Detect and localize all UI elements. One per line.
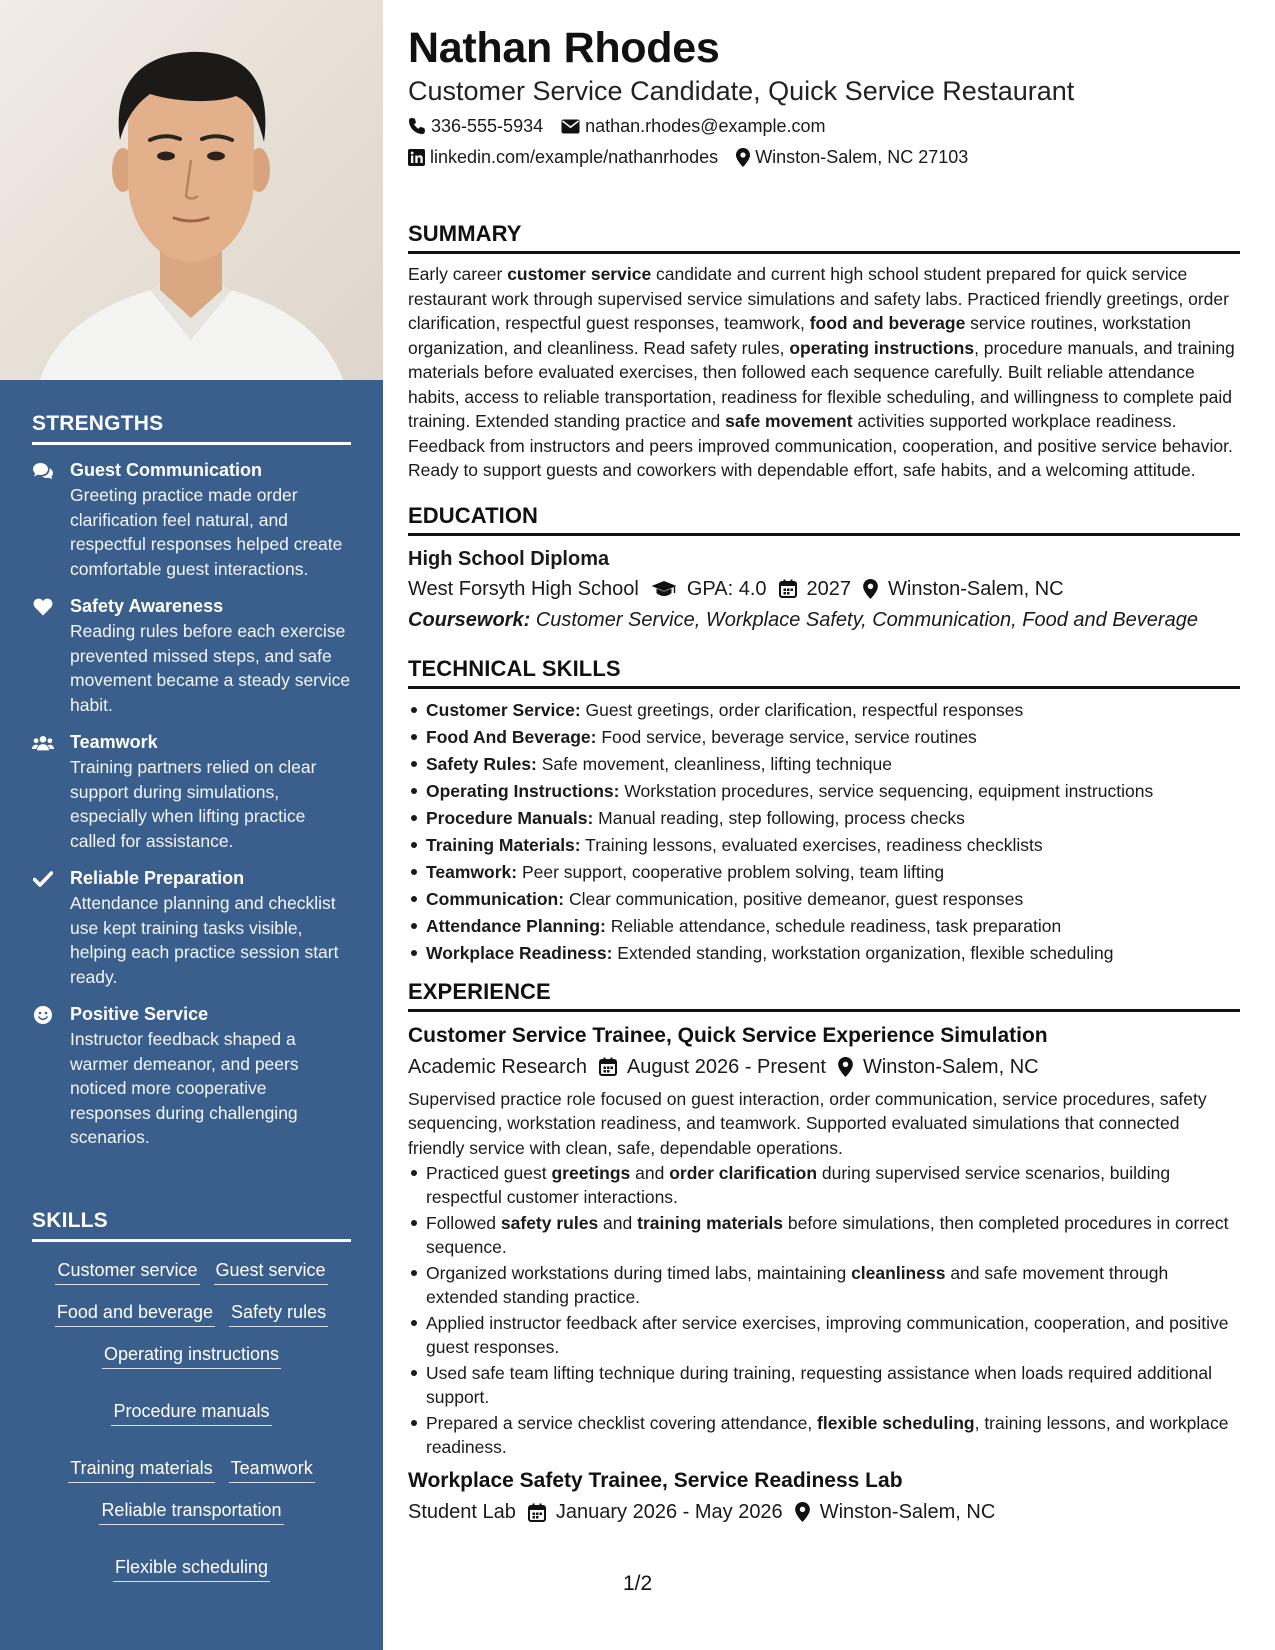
skill-tag: Safety rules (229, 1300, 328, 1327)
comments-icon (32, 461, 54, 481)
phone-text: 336-555-5934 (431, 116, 544, 136)
summary-segment: service routines, workstation organization, and cleanliness. Read safety rules, (408, 313, 1191, 358)
list-item (408, 779, 1240, 803)
list-item (408, 860, 1240, 884)
map-pin-icon (838, 1057, 853, 1077)
job-meta (408, 1053, 1240, 1081)
list-item (408, 725, 1240, 749)
summary-keyword: operating instructions (789, 337, 975, 358)
strength-description: Attendance planning and checklist use kept training tasks visible, helping each practice session start ready. (70, 893, 339, 987)
job-location-item (795, 1498, 996, 1526)
bullet-keyword: flexible scheduling (817, 1413, 975, 1433)
list-item (408, 806, 1240, 830)
gpa-text: GPA: 4.0 (686, 577, 767, 600)
heart-icon (32, 597, 54, 617)
coursework-label: Coursework: (408, 608, 531, 631)
users-icon (32, 733, 54, 753)
summary-keyword: safe movement (725, 411, 853, 431)
list-item (408, 887, 1240, 911)
skill-tag: Teamwork (229, 1456, 315, 1483)
strength-description: Greeting practice made order clarification feel natural, and respectful responses helped create comfortable guest interactions. (70, 485, 343, 579)
bullet-segment: Followed (426, 1213, 501, 1233)
strengths-section (32, 412, 351, 1150)
skill-tag: Operating instructions (102, 1342, 281, 1369)
check-icon (32, 869, 54, 889)
linkedin-contact[interactable] (408, 145, 718, 169)
skill-detail: Workstation procedures, service sequencing, equipment instructions (624, 780, 1154, 801)
skill-detail: Clear communication, positive demeanor, guest responses (568, 888, 1024, 909)
job-dates: January 2026 - May 2026 (555, 1501, 783, 1523)
summary-section (408, 221, 1240, 483)
skill-category: Procedure Manuals: (426, 807, 594, 828)
candidate-name: Nathan Rhodes (408, 24, 720, 72)
location-text: Winston-Salem, NC 27103 (755, 147, 969, 167)
skills-list (32, 1258, 351, 1582)
degree-title: High School Diploma (408, 547, 610, 570)
skill-detail: Extended standing, workstation organization, flexible scheduling (617, 942, 1114, 963)
school-name: West Forsyth High School (408, 577, 639, 600)
strength-item (32, 1003, 351, 1150)
strength-title: Reliable Preparation (70, 868, 245, 888)
bullet-keyword: greetings (551, 1163, 631, 1183)
skill-category: Customer Service: (426, 699, 581, 720)
envelope-icon (561, 119, 580, 134)
job-title: Workplace Safety Trainee, Service Readiness Lab (408, 1469, 903, 1492)
school-location: Winston-Salem, NC (888, 577, 1064, 600)
job-bullets (408, 1161, 1240, 1459)
page-number: 1/2 (623, 1572, 653, 1595)
strength-title: Guest Communication (70, 460, 263, 480)
list-item (408, 1161, 1240, 1209)
strength-item (32, 595, 351, 717)
skill-tag: Customer service (55, 1258, 199, 1285)
bullet-segment: Applied instructor feedback after service exercises, improving communication, cooperation, and positive guest responses. (426, 1313, 1229, 1357)
list-item (408, 833, 1240, 857)
education-meta (408, 575, 1240, 603)
skill-tag: Food and beverage (55, 1300, 215, 1327)
bullet-keyword: training materials (637, 1213, 784, 1233)
school-location-item (863, 575, 1064, 603)
skill-detail: Peer support, cooperative problem solving, team lifting (521, 861, 945, 882)
summary-text (408, 262, 1240, 483)
skill-tag: Reliable transportation (99, 1498, 283, 1525)
skill-category: Training Materials: (426, 834, 581, 855)
gpa-item (651, 575, 767, 603)
skill-detail: Safe movement, cleanliness, lifting technique (541, 753, 892, 774)
strengths-heading: STRENGTHS (32, 412, 351, 445)
experience-heading: EXPERIENCE (408, 979, 1240, 1012)
strength-description: Instructor feedback shaped a warmer demeanor, and peers noticed more cooperative responses during challenging scenarios. (70, 1029, 299, 1147)
main-content (408, 22, 1240, 1526)
bullet-segment: Practiced guest (426, 1163, 552, 1183)
skill-tag: Procedure manuals (111, 1399, 271, 1426)
calendar-icon (779, 579, 797, 598)
job-title: Customer Service Trainee, Quick Service Experience Simulation (408, 1023, 1048, 1047)
list-item (408, 1361, 1240, 1409)
map-pin-icon (736, 148, 750, 167)
summary-segment: activities supported workplace readiness. Feedback from instructors and peers improved communication, cooperation, and positive service behavior. Ready to support guests and coworkers with dependable effort, safe habits, and a welcoming attitude. (408, 411, 1233, 480)
skill-tag: Guest service (214, 1258, 328, 1285)
summary-keyword: food and beverage (809, 313, 966, 333)
strength-item (32, 731, 351, 853)
calendar-icon (528, 1503, 546, 1522)
graduation-year: 2027 (806, 577, 852, 600)
map-pin-icon (795, 1502, 810, 1522)
strength-title: Positive Service (70, 1004, 209, 1024)
summary-segment: , procedure manuals, and training materials before evaluated exercises, then followed each sequence carefully. Built reliable attendance habits, access to reliable transportation, readiness for flexible scheduling, and willingness to complete paid training. Extended standing practice and (408, 337, 1235, 431)
map-pin-icon (863, 579, 878, 599)
year-item (779, 575, 852, 603)
bullet-keyword: order clarification (669, 1163, 818, 1183)
list-item (408, 941, 1240, 965)
summary-heading: SUMMARY (408, 221, 1240, 254)
list-item (408, 1211, 1240, 1259)
skill-category: Communication: (426, 888, 565, 909)
skill-category: Safety Rules: (426, 753, 537, 774)
job-meta (408, 1498, 1240, 1526)
contact-row (408, 145, 1240, 169)
strength-title: Teamwork (70, 732, 158, 752)
phone-contact[interactable] (408, 114, 543, 138)
smile-icon (32, 1005, 54, 1025)
job-location: Winston-Salem, NC (862, 1055, 1039, 1078)
skill-detail: Manual reading, step following, process checks (598, 807, 965, 828)
job-dates: August 2026 - Present (626, 1055, 826, 1078)
skill-detail: Training lessons, evaluated exercises, readiness checklists (585, 834, 1043, 855)
bullet-segment: and (598, 1213, 638, 1233)
phone-icon (408, 117, 426, 135)
linkedin-icon (408, 149, 425, 166)
strength-item (32, 867, 351, 989)
summary-keyword: customer service (507, 264, 652, 284)
list-item (408, 698, 1240, 722)
job-entry (408, 1022, 1240, 1460)
skill-tag: Training materials (68, 1456, 214, 1483)
job-location-item (838, 1053, 1039, 1081)
skill-detail: Food service, beverage service, service routines (601, 726, 977, 747)
email-text: nathan.rhodes@example.com (585, 116, 826, 136)
graduation-cap-icon (651, 580, 677, 598)
strength-description: Reading rules before each exercise prevented missed steps, and safe movement became a steady service habit. (70, 621, 351, 715)
bullet-segment: before simulations, then completed procedures in correct sequence. (426, 1213, 1229, 1257)
sidebar (0, 0, 383, 1650)
email-contact[interactable] (561, 114, 825, 138)
bullet-segment: Used safe team lifting technique during training, requesting assistance when loads required additional support. (426, 1363, 1213, 1407)
profile-photo (0, 0, 383, 380)
bullet-segment: , training lessons, and workplace readiness. (426, 1413, 1229, 1457)
skills-heading: SKILLS (32, 1209, 351, 1242)
skill-category: Attendance Planning: (426, 915, 606, 936)
list-item (408, 752, 1240, 776)
bullet-keyword: cleanliness (851, 1263, 946, 1283)
strength-item (32, 459, 351, 581)
technical-skills-list (408, 698, 1240, 965)
bullet-segment: Organized workstations during timed labs, maintaining (426, 1263, 852, 1283)
bullet-keyword: safety rules (500, 1213, 599, 1233)
skill-category: Operating Instructions: (426, 780, 620, 801)
list-item (408, 1411, 1240, 1459)
technical-skills-section (408, 656, 1240, 965)
bullet-segment: during supervised service scenarios, building respectful customer interactions. (426, 1163, 1171, 1207)
job-dates-item (528, 1498, 783, 1526)
job-dates-item (599, 1053, 826, 1081)
location-contact (736, 145, 968, 169)
job-entry (408, 1467, 1240, 1526)
coursework (408, 606, 1240, 634)
list-item (408, 914, 1240, 938)
skill-detail: Guest greetings, order clarification, respectful responses (585, 699, 1024, 720)
education-section (408, 503, 1240, 634)
experience-section (408, 979, 1240, 1527)
job-summary: Supervised practice role focused on guest interaction, order communication, service procedures, safety sequencing, workstation readiness, and teamwork. Supported evaluated simulations that connected friendly service with clean, safe, dependable operations. (408, 1088, 1207, 1158)
contact-row (408, 114, 1240, 138)
strength-title: Safety Awareness (70, 596, 224, 616)
headline: Customer Service Candidate, Quick Service Restaurant (408, 76, 1075, 106)
bullet-segment: and (630, 1163, 670, 1183)
skills-section (32, 1209, 351, 1582)
technical-skills-heading: TECHNICAL SKILLS (408, 656, 1240, 689)
calendar-icon (599, 1057, 617, 1076)
summary-segment: candidate and current high school student prepared for quick service restaurant work through supervised service simulations and safety labs. Practiced friendly greetings, order clarification, respectful guest responses, teamwork, (408, 264, 1229, 333)
skill-category: Food And Beverage: (426, 726, 597, 747)
list-item (408, 1311, 1240, 1359)
job-organization: Student Lab (408, 1501, 516, 1523)
skill-category: Workplace Readiness: (426, 942, 613, 963)
bullet-segment: and safe movement through extended standing practice. (426, 1263, 1169, 1307)
summary-segment: Early career (408, 264, 508, 284)
job-organization: Academic Research (408, 1055, 587, 1078)
skill-tag: Flexible scheduling (113, 1555, 270, 1582)
education-heading: EDUCATION (408, 503, 1240, 536)
job-location: Winston-Salem, NC (819, 1501, 996, 1523)
bullet-segment: Prepared a service checklist covering attendance, (426, 1413, 818, 1433)
coursework-list: Customer Service, Workplace Safety, Communication, Food and Beverage (535, 608, 1198, 631)
linkedin-text: linkedin.com/example/nathanrhodes (430, 147, 719, 167)
skill-category: Teamwork: (426, 861, 518, 882)
skill-detail: Reliable attendance, schedule readiness, task preparation (610, 915, 1062, 936)
strength-description: Training partners relied on clear support during simulations, especially when lifting practice called for assistance. (70, 757, 317, 851)
list-item (408, 1261, 1240, 1309)
